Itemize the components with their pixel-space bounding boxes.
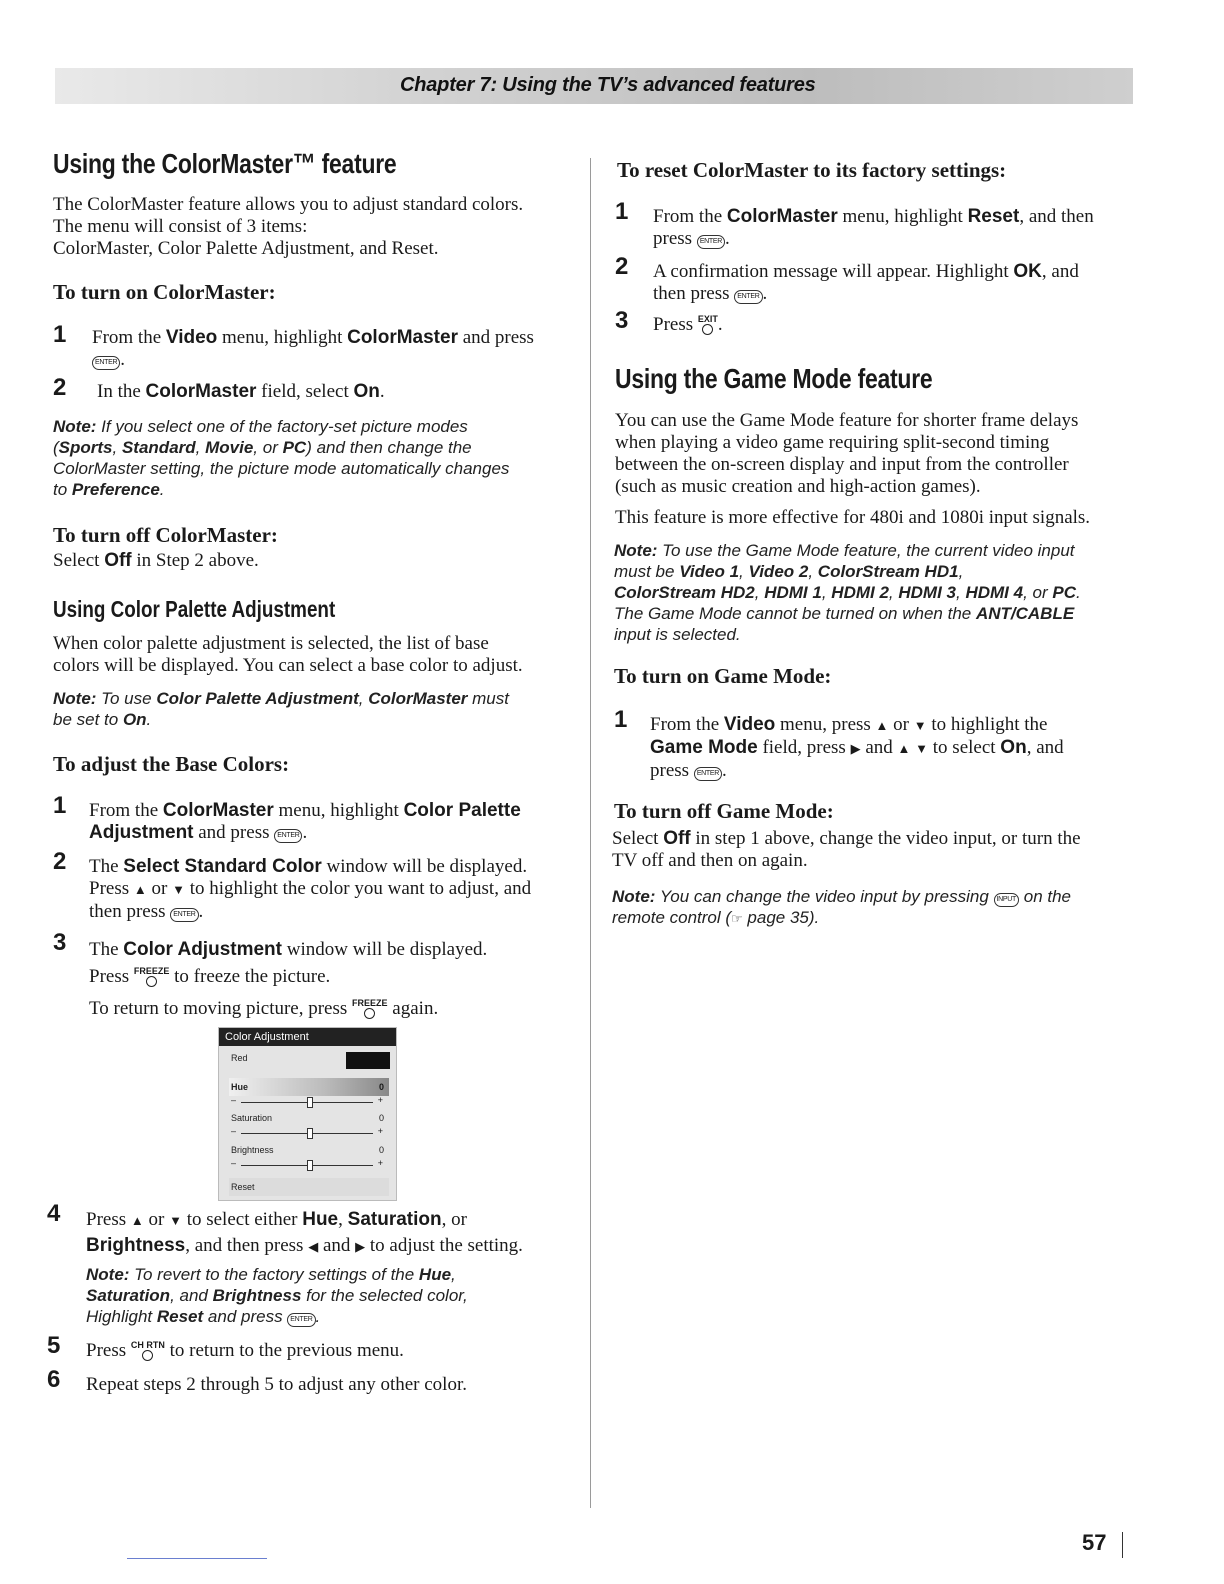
reset-step-3: Press EXIT .: [653, 314, 723, 335]
hue-row-highlight: [229, 1078, 389, 1096]
ch-rtn-button-icon: CH RTN: [131, 1341, 165, 1361]
reset-label: Reset: [231, 1182, 255, 1192]
turn-on-step-2: In the ColorMaster field, select On.: [97, 381, 385, 402]
red-swatch: [346, 1052, 390, 1069]
enter-button-icon: ENTER: [694, 767, 722, 781]
turn-off-colormaster-text: Select Off in Step 2 above.: [53, 550, 259, 571]
footer-rule: [127, 1558, 267, 1559]
color-palette-note: Note: To use Color Palette Adjustment, ColorMaster must be set to On.: [53, 689, 509, 729]
colormaster-title: Using the ColorMaster™ feature: [53, 148, 397, 179]
chapter-header: Chapter 7: Using the TV’s advanced features: [400, 74, 816, 96]
right-arrow-icon: ▶: [355, 1239, 366, 1254]
base-step-2: The Select Standard Color window will be displayed. Press ▲ or ▼ to highlight the color you want to adjust, and then press ENTER .: [89, 856, 532, 922]
brightness-value: 0: [378, 1145, 384, 1155]
game-mode-note: Note: To use the Game Mode feature, the current video input must be Video 1, Video 2, ColorStream HD1, ColorStream HD2, HDMI 1, HDMI 2, HDMI 3, HDMI 4, or PC. The Game Mode cannot be turned on when the ANT/CABLE input is selected.: [614, 541, 1081, 644]
step-number: 1: [615, 198, 629, 225]
game-on-step-1: From the Video menu, press ▲ or ▼ to highlight the Game Mode field, press ▶ and ▲ ▼ to select On, and press ENTER .: [650, 714, 1064, 781]
step-number: 1: [53, 321, 67, 348]
step-number: 2: [615, 253, 629, 280]
page-reference-icon: ☞: [731, 911, 743, 926]
brightness-slider: – +: [231, 1160, 383, 1170]
color-adjustment-screenshot: [218, 1027, 397, 1201]
up-arrow-icon: ▲: [875, 718, 889, 733]
turn-off-game-mode-heading: To turn off Game Mode:: [614, 799, 834, 823]
enter-button-icon: ENTER: [697, 235, 725, 249]
up-arrow-icon: ▲: [897, 741, 911, 756]
hue-label: Hue: [231, 1082, 249, 1092]
base-step-6: Repeat steps 2 through 5 to adjust any other color.: [86, 1374, 467, 1395]
brightness-label: Brightness: [231, 1145, 274, 1155]
turn-off-colormaster-heading: To turn off ColorMaster:: [53, 523, 278, 547]
step-number: 2: [53, 848, 67, 875]
step-number: 1: [614, 706, 628, 733]
up-arrow-icon: ▲: [130, 1213, 144, 1228]
step-number: 1: [53, 792, 67, 819]
reset-step-2: A confirmation message will appear. Highlight OK, and then press ENTER .: [653, 261, 1079, 304]
base-step-4: Press ▲ or ▼ to select either Hue, Saturation, or Brightness, and then press ◀ and ▶ to adjust the setting.: [86, 1209, 523, 1256]
column-divider: [590, 158, 591, 1508]
enter-button-icon: ENTER: [274, 829, 302, 843]
turn-on-note: Note: If you select one of the factory-set picture modes (Sports, Standard, Movie, or PC) and then change the ColorMaster setting, the picture mode automatically changes to Preference.: [53, 417, 510, 499]
game-mode-title: Using the Game Mode feature: [615, 363, 933, 394]
hue-value: 0: [378, 1082, 384, 1092]
page-number: 57: [1082, 1530, 1107, 1555]
step-number: 6: [47, 1366, 61, 1393]
saturation-label: Saturation: [231, 1113, 273, 1123]
reset-step-1: From the ColorMaster menu, highlight Reset, and then press ENTER .: [653, 206, 1094, 249]
up-arrow-icon: ▲: [133, 882, 147, 897]
step-number: 3: [53, 929, 67, 956]
down-arrow-icon: ▼: [915, 741, 929, 756]
step-number: 3: [615, 307, 629, 334]
game-off-note: Note: You can change the video input by pressing INPUT on the remote control (☞ page 35).: [612, 887, 1072, 927]
red-label: Red: [231, 1053, 248, 1063]
turn-off-game-mode-text: Select Off in step 1 above, change the video input, or turn the TV off and then on again.: [612, 828, 1081, 871]
base-step-3: The Color Adjustment window will be displayed. Press FREEZE to freeze the picture. To return to moving picture, press FREEZE again.: [89, 939, 488, 1019]
adjust-base-colors-heading: To adjust the Base Colors:: [53, 752, 290, 776]
input-button-icon: INPUT: [994, 893, 1020, 907]
exit-button-icon: EXIT: [698, 315, 718, 335]
game-mode-signals: This feature is more effective for 480i and 1080i input signals.: [615, 507, 1091, 528]
down-arrow-icon: ▼: [172, 882, 185, 897]
turn-on-step-1: From the Video menu, highlight ColorMaster and press ENTER .: [92, 327, 534, 370]
enter-button-icon: ENTER: [734, 290, 762, 304]
freeze-button-icon: FREEZE: [352, 999, 388, 1019]
saturation-value: 0: [378, 1113, 384, 1123]
game-mode-intro: You can use the Game Mode feature for shorter frame delays when playing a video game requiring split-second timing between the on-screen display and input from the controller (such as music creation and high-action games).: [615, 410, 1079, 497]
step-number: 5: [47, 1332, 61, 1359]
step-number: 4: [47, 1200, 61, 1227]
enter-button-icon: ENTER: [92, 356, 120, 370]
saturation-slider: – +: [231, 1128, 383, 1138]
freeze-button-icon: FREEZE: [134, 967, 170, 987]
colormaster-intro: The ColorMaster feature allows you to adjust standard colors. The menu will consist of 3 items: ColorMaster, Color Palette Adjustment, and Reset.: [53, 194, 524, 259]
enter-button-icon: ENTER: [170, 908, 198, 922]
color-palette-text: When color palette adjustment is selected, the list of base colors will be displayed. You can select a base color to adjust.: [53, 633, 523, 676]
left-arrow-icon: ◀: [308, 1239, 319, 1254]
enter-button-icon: ENTER: [287, 1313, 315, 1327]
page-number-rule: [1122, 1532, 1123, 1558]
step-number: 2: [53, 374, 67, 401]
turn-on-colormaster-heading: To turn on ColorMaster:: [53, 280, 276, 304]
down-arrow-icon: ▼: [169, 1213, 182, 1228]
reset-colormaster-heading: To reset ColorMaster to its factory settings:: [617, 158, 1007, 182]
hue-slider: – +: [231, 1097, 383, 1107]
turn-on-game-mode-heading: To turn on Game Mode:: [614, 664, 832, 688]
right-arrow-icon: ▶: [850, 741, 861, 756]
base-step-4-note: Note: To revert to the factory settings of the Hue, Saturation, and Brightness for the selected color, Highlight Reset and press ENTER .: [86, 1265, 468, 1326]
down-arrow-icon: ▼: [913, 718, 927, 733]
color-adjustment-title: Color Adjustment: [219, 1028, 396, 1046]
base-step-1: From the ColorMaster menu, highlight Color Palette Adjustment and press ENTER .: [89, 800, 521, 843]
color-palette-heading: Using Color Palette Adjustment: [53, 596, 336, 622]
base-step-5: Press CH RTN to return to the previous menu.: [86, 1340, 404, 1361]
